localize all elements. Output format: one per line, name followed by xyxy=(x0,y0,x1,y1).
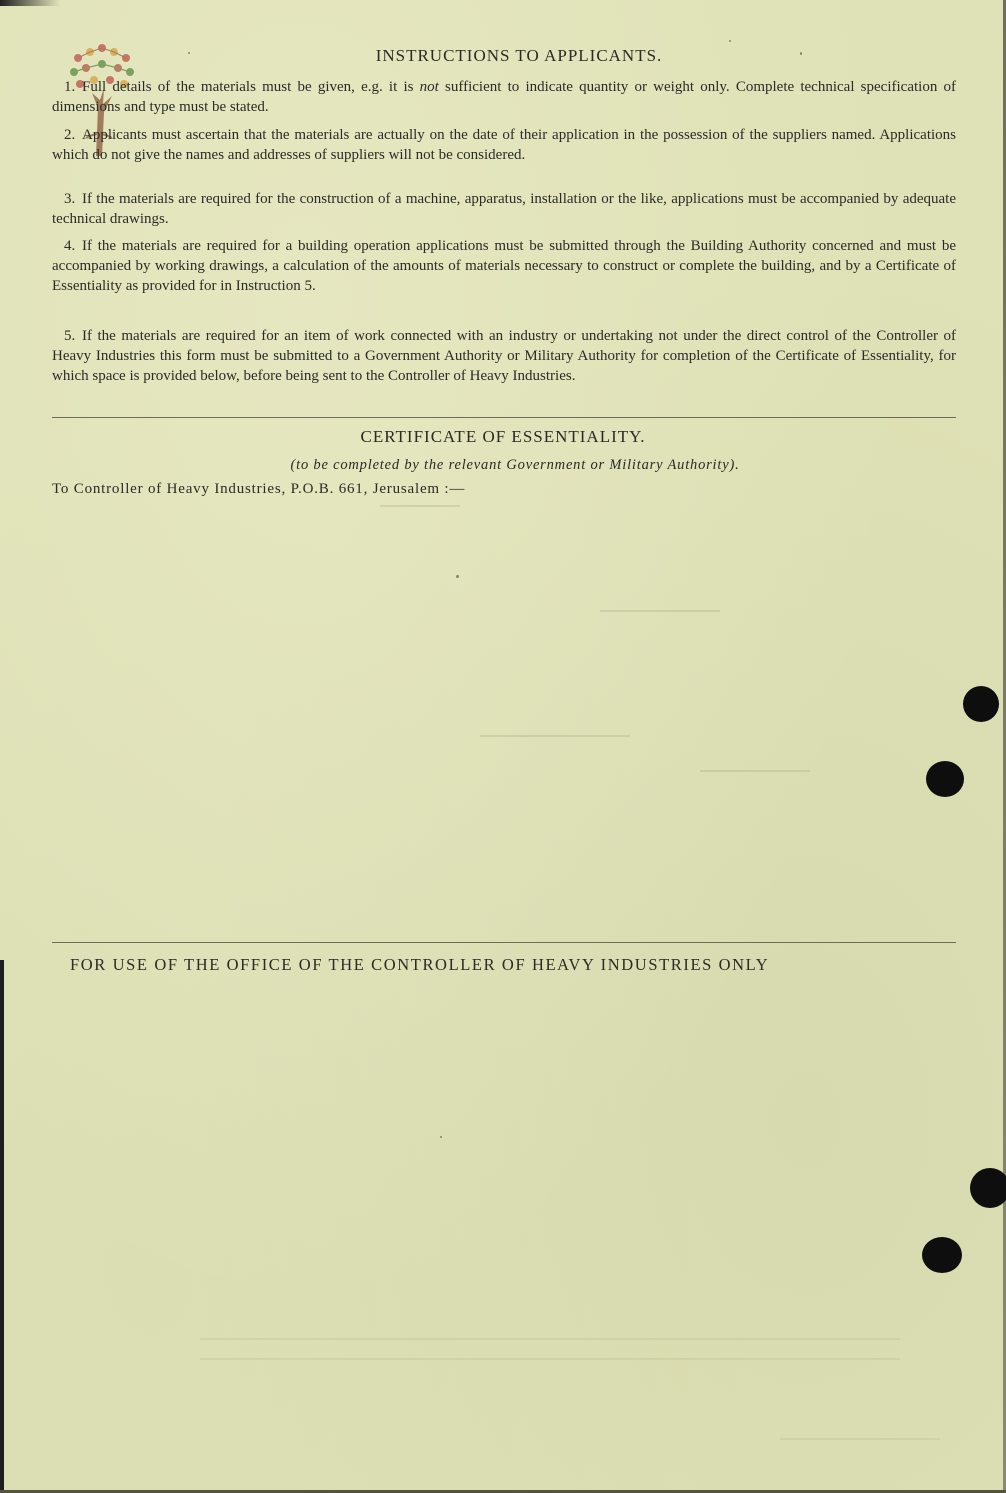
instruction-text: Applicants must ascertain that the materials are actually on the date of their application in the possession of the suppliers named. Applications which do not give the names and addresses of suppliers will not be considered. xyxy=(52,127,956,163)
paper-speck xyxy=(456,575,459,578)
paper-texture-mark xyxy=(480,735,630,737)
punch-hole xyxy=(922,1237,962,1273)
instruction-number: 4. xyxy=(64,238,76,254)
paper-texture-mark xyxy=(780,1438,940,1440)
instruction-text: If the materials are required for a building operation applications must be submitted through the Building Authority concerned and must be accompanied by working drawings, a calculation of the amounts of materials necessary to construct or complete the building, and by a Certificate of Essentiality as provided for in Instruction 5. xyxy=(52,238,956,294)
paper-texture-mark xyxy=(700,770,810,772)
instruction-number: 2. xyxy=(64,127,76,143)
instruction-paragraph-1 xyxy=(52,77,956,117)
instruction-text: If the materials are required for the construction of a machine, apparatus, installation or the like, applications must be accompanied by adequate technical drawings. xyxy=(52,191,956,227)
page-edge-shadow-left xyxy=(0,960,4,1493)
emphasis-text: not xyxy=(419,79,439,95)
instruction-text: Full details of the materials must be given, e.g. it is not sufficient to indicate quantity or weight only. Complete technical specification of dimensions and type must be stated. xyxy=(52,79,957,115)
instruction-paragraph-5 xyxy=(52,326,956,386)
instructions-title: INSTRUCTIONS TO APPLICANTS. xyxy=(375,46,663,65)
certificate-title: CERTIFICATE OF ESSENTIALITY. xyxy=(360,427,646,446)
paper-texture-mark xyxy=(200,1358,900,1360)
instruction-paragraph-4 xyxy=(52,236,956,296)
instruction-text: If the materials are required for an item of work connected with an industry or undertaking not under the direct control of the Controller of Heavy Industries this form must be submitted to a Government Authority or Military Authority for completion of the Certificate of Essentiality, for which space is provided below, before being sent to the Controller of Heavy Industries. xyxy=(52,328,956,384)
paper-speck xyxy=(729,40,731,42)
instruction-paragraph-2 xyxy=(52,125,956,165)
instruction-number: 3. xyxy=(64,191,76,207)
paper-speck xyxy=(440,1136,442,1138)
section-divider xyxy=(52,942,956,943)
page-edge-shadow-top xyxy=(0,0,60,6)
punch-hole xyxy=(926,761,964,797)
certificate-subtitle: (to be completed by the relevant Government or Military Authority). xyxy=(290,457,740,473)
section-divider xyxy=(52,417,956,418)
punch-hole xyxy=(970,1168,1006,1208)
paper-texture-mark xyxy=(600,610,720,612)
certificate-addressee: To Controller of Heavy Industries, P.O.B. 661, Jerusalem :— xyxy=(52,481,466,497)
punch-hole xyxy=(963,686,999,722)
instruction-number: 1. xyxy=(64,79,76,95)
instruction-number: 5. xyxy=(64,328,76,344)
instruction-paragraph-3 xyxy=(52,189,956,229)
office-use-heading: FOR USE OF THE OFFICE OF THE CONTROLLER OF HEAVY INDUSTRIES ONLY xyxy=(70,955,770,974)
paper-texture-mark xyxy=(200,1338,900,1340)
paper-texture-mark xyxy=(380,505,460,507)
